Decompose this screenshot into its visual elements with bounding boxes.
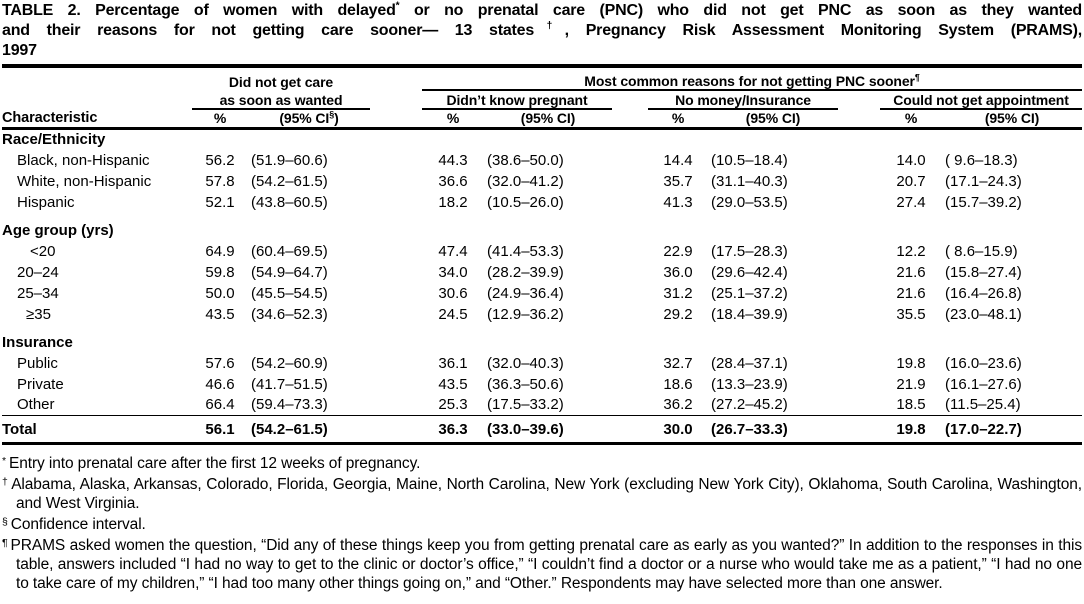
- column-gap: [612, 109, 648, 129]
- ci-cell: (27.2–45.2): [711, 396, 788, 414]
- table-title: [2, 1, 1082, 61]
- table-header: [2, 70, 1082, 129]
- pct-cell: 14.4: [663, 151, 693, 169]
- column-gap: [370, 241, 422, 262]
- title-text: and their reasons for not getting care sooner— 13 states: [2, 22, 535, 39]
- row-label: White, non-Hispanic: [17, 172, 152, 190]
- pct-cell: 64.9: [205, 242, 235, 260]
- asterisk-footnote-marker: *: [395, 0, 400, 12]
- ci-cell: ( 8.6–15.9): [945, 242, 1018, 260]
- column-gap: [838, 171, 880, 192]
- col-group-did-not-get-care-line2: as soon as wanted: [192, 90, 370, 109]
- ci-cell: (28.4–37.1): [711, 354, 788, 372]
- col-header-pct-2: %: [446, 110, 460, 126]
- ci-cell: (17.5–28.3): [711, 242, 788, 260]
- column-gap: [612, 304, 648, 325]
- footnote-text: Confidence interval.: [10, 516, 146, 533]
- ci-cell: (13.3–23.9): [711, 375, 788, 393]
- pct-cell: 32.7: [663, 354, 693, 372]
- pct-cell: 18.6: [663, 375, 693, 393]
- total-row: [2, 416, 1082, 444]
- table-row: [2, 353, 1082, 374]
- column-gap: [838, 109, 880, 129]
- table-row: [2, 262, 1082, 283]
- row-label: 25–34: [17, 284, 59, 302]
- col-header-pct-1: %: [213, 110, 227, 126]
- ci-cell: (10.5–26.0): [487, 193, 564, 211]
- column-gap: [838, 262, 880, 283]
- pct-cell: 20.7: [896, 172, 926, 190]
- ci-cell: (16.4–26.8): [945, 284, 1022, 302]
- ci-cell: (43.8–60.5): [251, 193, 328, 211]
- column-gap: [612, 192, 648, 213]
- ci-cell: (12.9–36.2): [487, 305, 564, 323]
- column-gap: [370, 109, 422, 129]
- column-gap: [370, 70, 422, 90]
- column-gap: [370, 395, 422, 416]
- column-gap: [838, 374, 880, 395]
- span-header-label: Most common reasons for not getting PNC sooner: [584, 73, 915, 89]
- pct-cell: 21.6: [896, 284, 926, 302]
- pct-cell: 25.3: [438, 396, 468, 414]
- pct-cell: 29.2: [663, 305, 693, 323]
- footnote-section: [2, 513, 1082, 534]
- ci-cell: (29.0–53.5): [711, 193, 788, 211]
- ci-cell: (10.5–18.4): [711, 151, 788, 169]
- column-gap: [370, 90, 422, 109]
- column-gap: [2, 90, 192, 109]
- col-group-most-common-reasons: [422, 70, 1082, 90]
- ci-cell: (33.0–39.6): [484, 416, 612, 444]
- pct-cell: 41.3: [663, 193, 693, 211]
- col-group-didnt-know-pregnant: Didn’t know pregnant: [422, 90, 612, 109]
- ci-cell: (32.0–41.2): [487, 172, 564, 190]
- section-label: Insurance: [2, 333, 73, 351]
- column-gap: [2, 70, 192, 90]
- table-row: [2, 241, 1082, 262]
- ci-cell: (36.3–50.6): [487, 375, 564, 393]
- col-group-could-not-get-appointment: Could not get appointment: [880, 90, 1082, 109]
- ci-cell: (16.0–23.6): [945, 354, 1022, 372]
- column-gap: [370, 283, 422, 304]
- column-gap: [370, 192, 422, 213]
- title-text: TABLE 2. Percentage of women with delayed: [2, 2, 396, 19]
- pct-cell: 36.3: [422, 416, 484, 444]
- section-footnote-marker: §: [329, 109, 335, 120]
- pct-cell: 56.1: [192, 416, 248, 444]
- row-label: Black, non-Hispanic: [17, 151, 150, 169]
- ci-cell: (16.1–27.6): [945, 375, 1022, 393]
- section-footnote-marker: §: [2, 516, 8, 528]
- ci-cell: (11.5–25.4): [945, 396, 1021, 414]
- asterisk-footnote-marker: *: [2, 455, 6, 467]
- ci-cell: (45.5–54.5): [251, 284, 328, 302]
- ci-cell: ( 9.6–18.3): [945, 151, 1018, 169]
- footnote-asterisk: [2, 452, 1082, 473]
- ci-cell: (15.7–39.2): [945, 193, 1022, 211]
- pct-cell: 56.2: [205, 151, 235, 169]
- ci-label: (95% CI: [279, 110, 330, 126]
- column-gap: [612, 395, 648, 416]
- column-gap: [370, 150, 422, 171]
- column-gap: [838, 90, 880, 109]
- column-gap: [370, 374, 422, 395]
- column-gap: [612, 262, 648, 283]
- row-label: 20–24: [17, 263, 59, 281]
- ci-cell: (25.1–37.2): [711, 284, 788, 302]
- pilcrow-footnote-marker: ¶: [2, 537, 8, 549]
- section-label: Age group (yrs): [2, 221, 114, 239]
- ci-cell: (38.6–50.0): [487, 151, 564, 169]
- footnote-text: Alabama, Alaska, Arkansas, Colorado, Florida, Georgia, Maine, North Carolina, New York (excluding New York City), Oklahoma, South Carolina, Washington, and West Virginia.: [11, 476, 1082, 512]
- ci-cell: (41.4–53.3): [487, 242, 564, 260]
- section-age-group: [2, 213, 1082, 325]
- title-line-3: [2, 41, 1082, 61]
- pct-cell: 36.0: [663, 263, 693, 281]
- column-gap: [612, 171, 648, 192]
- ci-cell: (54.2–60.9): [251, 354, 328, 372]
- column-gap: [612, 416, 648, 444]
- ci-cell: (34.6–52.3): [251, 305, 328, 323]
- section-header-row: [2, 129, 1082, 150]
- header-row-columns: [2, 109, 1082, 129]
- pct-cell: 44.3: [438, 151, 468, 169]
- pct-cell: 30.0: [648, 416, 708, 444]
- ci-cell: (17.0–22.7): [942, 416, 1082, 444]
- column-gap: [370, 353, 422, 374]
- column-gap: [612, 283, 648, 304]
- ci-cell: (24.9–36.4): [487, 284, 564, 302]
- footnote-dagger: [2, 473, 1082, 513]
- pct-cell: 43.5: [438, 375, 468, 393]
- column-gap: [370, 304, 422, 325]
- footnote-pilcrow: [2, 534, 1082, 593]
- ci-cell: (32.0–40.3): [487, 354, 564, 372]
- col-header-ci-3: (95% CI): [745, 110, 801, 126]
- row-label: <20: [30, 242, 56, 260]
- dagger-footnote-marker: †: [2, 476, 9, 488]
- pct-cell: 18.2: [438, 193, 468, 211]
- pct-cell: 35.7: [663, 172, 693, 190]
- pct-cell: 19.8: [880, 416, 942, 444]
- table-row: [2, 171, 1082, 192]
- row-label: Other: [17, 396, 55, 414]
- title-line-2: [2, 21, 1082, 41]
- pct-cell: 24.5: [438, 305, 468, 323]
- col-header-pct-4: %: [904, 110, 918, 126]
- table-row: [2, 192, 1082, 213]
- ci-cell: (31.1–40.3): [711, 172, 788, 190]
- pct-cell: 66.4: [205, 396, 235, 414]
- col-group-no-money-insurance: No money/Insurance: [648, 90, 838, 109]
- dagger-footnote-marker: †: [534, 20, 565, 32]
- pct-cell: 36.1: [438, 354, 468, 372]
- col-group-did-not-get-care-line1: Did not get care: [228, 74, 334, 90]
- pct-cell: 47.4: [438, 242, 468, 260]
- table-row: [2, 395, 1082, 416]
- pct-cell: 14.0: [896, 151, 926, 169]
- title-line-1: [2, 1, 1082, 21]
- pct-cell: 36.2: [663, 396, 693, 414]
- pct-cell: 18.5: [896, 396, 926, 414]
- pct-cell: 30.6: [438, 284, 468, 302]
- col-header-ci-2: (95% CI): [520, 110, 576, 126]
- column-gap: [838, 192, 880, 213]
- ci-cell: (41.7–51.5): [251, 375, 328, 393]
- section-header-row: [2, 325, 1082, 353]
- column-gap: [612, 90, 648, 109]
- ci-cell: (60.4–69.5): [251, 242, 328, 260]
- pct-cell: 21.9: [896, 375, 926, 393]
- pct-cell: 21.6: [896, 263, 926, 281]
- pct-cell: 34.0: [438, 263, 468, 281]
- table-row: [2, 374, 1082, 395]
- pct-cell: 50.0: [205, 284, 235, 302]
- ci-cell: (15.8–27.4): [945, 263, 1022, 281]
- table-row: [2, 304, 1082, 325]
- title-text: , Pregnancy Risk Assessment Monitoring System (PRAMS),: [564, 22, 1082, 39]
- pct-cell: 46.6: [205, 375, 235, 393]
- ci-cell: (59.4–73.3): [251, 396, 328, 414]
- pct-cell: 43.5: [205, 305, 235, 323]
- ci-label: ): [334, 110, 339, 126]
- column-gap: [838, 283, 880, 304]
- header-row-groups-top: [2, 70, 1082, 90]
- ci-cell: (29.6–42.4): [711, 263, 788, 281]
- column-gap: [838, 416, 880, 444]
- footnote-text: Entry into prenatal care after the first 12 weeks of pregnancy.: [9, 455, 421, 472]
- title-text: or no prenatal care (PNC) who did not get PNC as soon as they wanted: [399, 2, 1082, 19]
- title-rule: [2, 64, 1082, 68]
- col-header-ci-1: [248, 109, 370, 129]
- row-label: Total: [2, 416, 192, 444]
- ci-cell: (54.9–64.7): [251, 263, 328, 281]
- footnote-text: PRAMS asked women the question, “Did any of these things keep you from getting prenatal care as early as you wanted?” In addition to the responses in this table, answers included “I had no way to get to the clinic or doctor’s office,” “I couldn’t find a doctor or a nurse who would take me as a patient,” “I had no one to take care of my children,” “I had too many other things going on,” and “Other.” Respondents may have selected more than one answer.: [10, 537, 1082, 592]
- ci-cell: (17.1–24.3): [945, 172, 1022, 190]
- column-gap: [838, 304, 880, 325]
- column-gap: [838, 150, 880, 171]
- pct-cell: 57.8: [205, 172, 235, 190]
- table-row: [2, 283, 1082, 304]
- section-header-row: [2, 213, 1082, 241]
- pct-cell: 52.1: [205, 193, 235, 211]
- pct-cell: 27.4: [896, 193, 926, 211]
- pct-cell: 57.6: [205, 354, 235, 372]
- title-text: 1997: [2, 42, 37, 59]
- col-header-characteristic: Characteristic: [2, 110, 98, 126]
- col-header-pct-3: %: [671, 110, 685, 126]
- pct-cell: 19.8: [896, 354, 926, 372]
- column-gap: [838, 353, 880, 374]
- section-insurance: [2, 325, 1082, 416]
- column-gap: [370, 262, 422, 283]
- pilcrow-footnote-marker: ¶: [914, 72, 920, 83]
- row-label: Public: [17, 354, 58, 372]
- section-race-ethnicity: [2, 129, 1082, 213]
- footnotes: [2, 452, 1082, 593]
- header-row-groups-bottom: [2, 90, 1082, 109]
- col-header-ci-4: (95% CI): [984, 110, 1040, 126]
- column-gap: [370, 416, 422, 444]
- section-label: Race/Ethnicity: [2, 130, 106, 148]
- ci-cell: (54.2–61.5): [248, 416, 370, 444]
- column-gap: [370, 171, 422, 192]
- ci-cell: (17.5–33.2): [487, 396, 564, 414]
- ci-cell: (54.2–61.5): [251, 172, 328, 190]
- pct-cell: 59.8: [205, 263, 235, 281]
- pct-cell: 35.5: [896, 305, 926, 323]
- column-gap: [612, 241, 648, 262]
- table-row: [2, 150, 1082, 171]
- pct-cell: 12.2: [896, 242, 926, 260]
- prams-table: [2, 70, 1082, 445]
- ci-cell: (28.2–39.9): [487, 263, 564, 281]
- column-gap: [612, 353, 648, 374]
- row-label: Hispanic: [17, 193, 75, 211]
- column-gap: [838, 395, 880, 416]
- ci-cell: (26.7–33.3): [708, 416, 838, 444]
- pct-cell: 31.2: [663, 284, 693, 302]
- column-gap: [838, 241, 880, 262]
- pct-cell: 36.6: [438, 172, 468, 190]
- row-label: Private: [17, 375, 64, 393]
- section-total: [2, 416, 1082, 444]
- column-gap: [612, 150, 648, 171]
- pct-cell: 22.9: [663, 242, 693, 260]
- ci-cell: (18.4–39.9): [711, 305, 788, 323]
- ci-cell: (51.9–60.6): [251, 151, 328, 169]
- row-label: ≥35: [26, 305, 51, 323]
- ci-cell: (23.0–48.1): [945, 305, 1022, 323]
- column-gap: [612, 374, 648, 395]
